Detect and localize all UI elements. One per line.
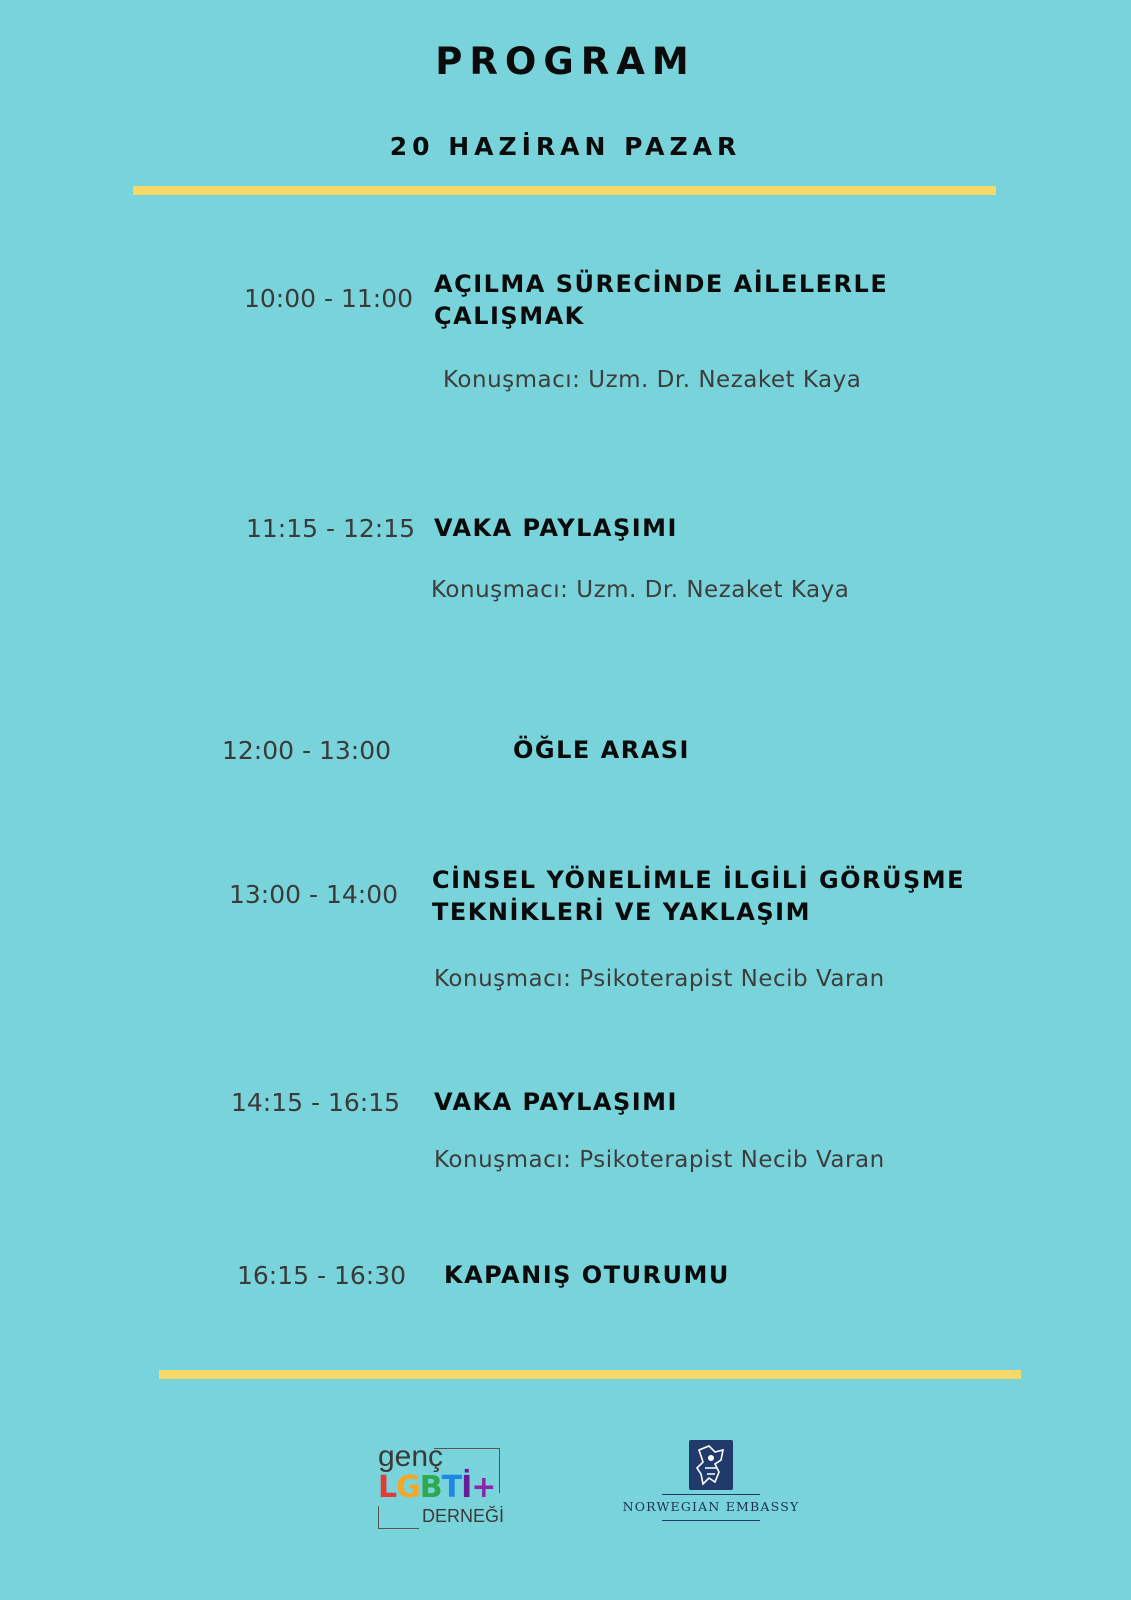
session-title bbox=[434, 1086, 678, 1118]
logo-letter: İ bbox=[461, 1470, 472, 1505]
session-time: 13:00 - 14:00 bbox=[229, 880, 399, 909]
logo-letter: L bbox=[378, 1470, 397, 1505]
logo-letter: T bbox=[441, 1470, 462, 1505]
logo-letter: B bbox=[419, 1470, 442, 1505]
logo-genc-word: genç bbox=[378, 1440, 444, 1473]
session-speaker: Konuşmacı: Psikoterapist Necib Varan bbox=[434, 1147, 885, 1173]
crest-icon bbox=[685, 1438, 737, 1494]
session-title-line: ÖĞLE ARASI bbox=[513, 736, 690, 764]
top-divider bbox=[133, 186, 996, 195]
genc-lgbti-logo bbox=[378, 1442, 506, 1532]
page-title: PROGRAM bbox=[435, 40, 696, 83]
session-speaker: Konuşmacı: Psikoterapist Necib Varan bbox=[434, 966, 885, 992]
session-speaker: Konuşmacı: Uzm. Dr. Nezaket Kaya bbox=[431, 577, 850, 603]
session-title-line: ÇALIŞMAK bbox=[434, 302, 585, 330]
bottom-divider bbox=[159, 1370, 1021, 1379]
session-title bbox=[434, 268, 888, 332]
logo-letter: + bbox=[471, 1470, 496, 1505]
session-title-line: AÇILMA SÜRECİNDE AİLELERLE bbox=[434, 270, 889, 298]
session-time: 16:15 - 16:30 bbox=[237, 1261, 407, 1290]
session-title bbox=[434, 512, 678, 544]
logo-bottom-line bbox=[662, 1520, 760, 1521]
session-time: 14:15 - 16:15 bbox=[231, 1088, 401, 1117]
session-title-line: KAPANIŞ OTURUMU bbox=[444, 1261, 730, 1289]
norwegian-embassy-logo bbox=[618, 1438, 804, 1522]
session-speaker: Konuşmacı: Uzm. Dr. Nezaket Kaya bbox=[443, 367, 862, 393]
logo-frame-bottom bbox=[378, 1506, 419, 1529]
logo-subtitle: DERNEĞİ bbox=[422, 1506, 505, 1526]
session-title-line: VAKA PAYLAŞIMI bbox=[434, 1088, 678, 1116]
session-title bbox=[444, 1259, 730, 1291]
session-title bbox=[432, 864, 965, 928]
session-title bbox=[513, 734, 690, 766]
session-title-line: VAKA PAYLAŞIMI bbox=[434, 514, 678, 542]
session-title-line: TEKNİKLERİ VE YAKLAŞIM bbox=[432, 898, 811, 926]
logo-top-line bbox=[662, 1494, 760, 1495]
session-time: 10:00 - 11:00 bbox=[244, 284, 414, 313]
logo-embassy-name: NORWEGIAN EMBASSY bbox=[622, 1499, 800, 1514]
session-time: 12:00 - 13:00 bbox=[222, 736, 392, 765]
logo-letter: G bbox=[396, 1470, 420, 1505]
event-date: 20 HAZİRAN PAZAR bbox=[389, 132, 742, 161]
logo-lgbti-letters bbox=[378, 1472, 495, 1504]
session-time: 11:15 - 12:15 bbox=[246, 514, 416, 543]
session-title-line: CİNSEL YÖNELİMLE İLGİLİ GÖRÜŞME bbox=[432, 866, 966, 894]
